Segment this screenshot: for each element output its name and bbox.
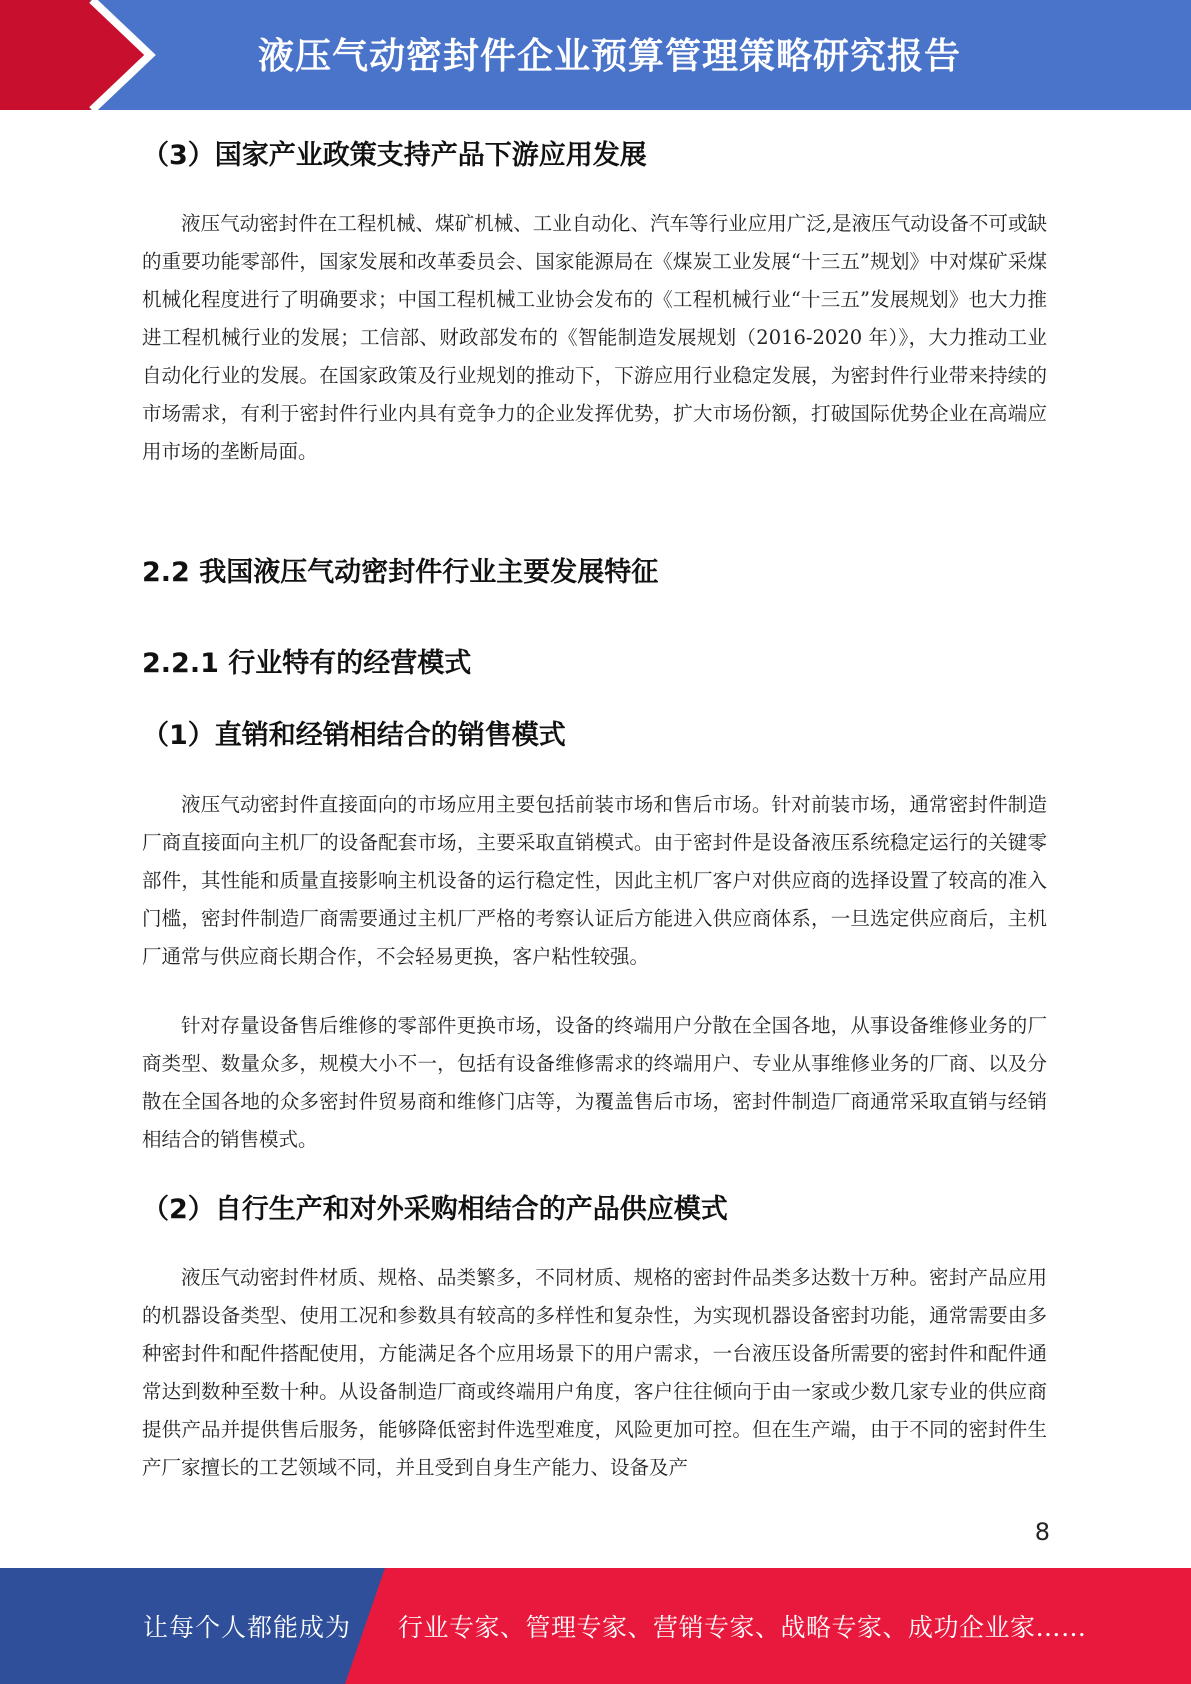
header-banner [0, 0, 1191, 110]
page-number: 8 [1034, 1518, 1050, 1546]
paragraph-sales-model-1: 液压气动密封件直接面向的市场应用主要包括前装市场和售后市场。针对前装市场，通常密封件制造厂商直接面向主机厂的设备配套市场，主要采取直销模式。由于密封件是设备液压系统稳定运行的关键零部件，其性能和质量直接影响主机设备的运行稳定性，因此主机厂客户对供应商的选择设置了较高的准入门槛，密封件制造厂商需要通过主机厂严格的考察认证后方能进入供应商体系，一旦选定供应商后，主机厂通常与供应商长期合作，不会轻易更换，客户粘性较强。 [142, 793, 1047, 968]
section-heading-2-2-1: 2.2.1 行业特有的经营模式 [142, 648, 472, 679]
footer-banner [0, 1568, 1191, 1684]
section-heading-1-sales-model: （1）直销和经销相结合的销售模式 [142, 720, 566, 751]
paragraph-sales-model-2: 针对存量设备售后维修的零部件更换市场，设备的终端用户分散在全国各地，从事设备维修业务的厂商类型、数量众多，规模大小不一，包括有设备维修需求的终端用户、专业从事维修业务的厂商、以及分散在全国各地的众多密封件贸易商和维修门店等，为覆盖售后市场，密封件制造厂商通常采取直销与经销相结合的销售模式。 [142, 1014, 1047, 1151]
paragraph-supply-model: 液压气动密封件材质、规格、品类繁多，不同材质、规格的密封件品类多达数十万种。密封产品应用的机器设备类型、使用工况和参数具有较高的多样性和复杂性，为实现机器设备密封功能，通常需要由多种密封件和配件搭配使用，方能满足各个应用场景下的用户需求，一台液压设备所需要的密封件和配件通常达到数种至数十种。从设备制造厂商或终端用户角度，客户往往倾向于由一家或少数几家专业的供应商提供产品并提供售后服务，能够降低密封件选型难度，风险更加可控。但在生产端，由于不同的密封件生产厂家擅长的工艺领域不同，并且受到自身生产能力、设备及产 [142, 1266, 1047, 1479]
footer-slogan-left: 让每个人都能成为 [143, 1613, 352, 1642]
section-heading-2-2: 2.2 我国液压气动密封件行业主要发展特征 [142, 557, 659, 588]
section-heading-3: （3）国家产业政策支持产品下游应用发展 [142, 140, 647, 171]
paragraph-policy: 液压气动密封件在工程机械、煤矿机械、工业自动化、汽车等行业应用广泛,是液压气动设备不可或缺的重要功能零部件，国家发展和改革委员会、国家能源局在《煤炭工业发展“十三五”规划》中对煤矿采煤机械化程度进行了明确要求；中国工程机械工业协会发布的《工程机械行业“十三五”发展规划》也大力推进工程机械行业的发展；工信部、财政部发布的《智能制造发展规划（2016-2020 年）》，大力推动工业自动化行业的发展。在国家政策及行业规划的推动下，下游应用行业稳定发展，为密封件行业带来持续的市场需求，有利于密封件行业内具有竞争力的企业发挥优势，扩大市场份额，打破国际优势企业在高端应用市场的垄断局面。 [142, 212, 1047, 463]
section-heading-2-supply-model: （2）自行生产和对外采购相结合的产品供应模式 [142, 1194, 728, 1225]
footer-slogan-right: 行业专家、管理专家、营销专家、战略专家、成功企业家…… [398, 1613, 1087, 1642]
report-title: 液压气动密封件企业预算管理策略研究报告 [258, 36, 962, 77]
